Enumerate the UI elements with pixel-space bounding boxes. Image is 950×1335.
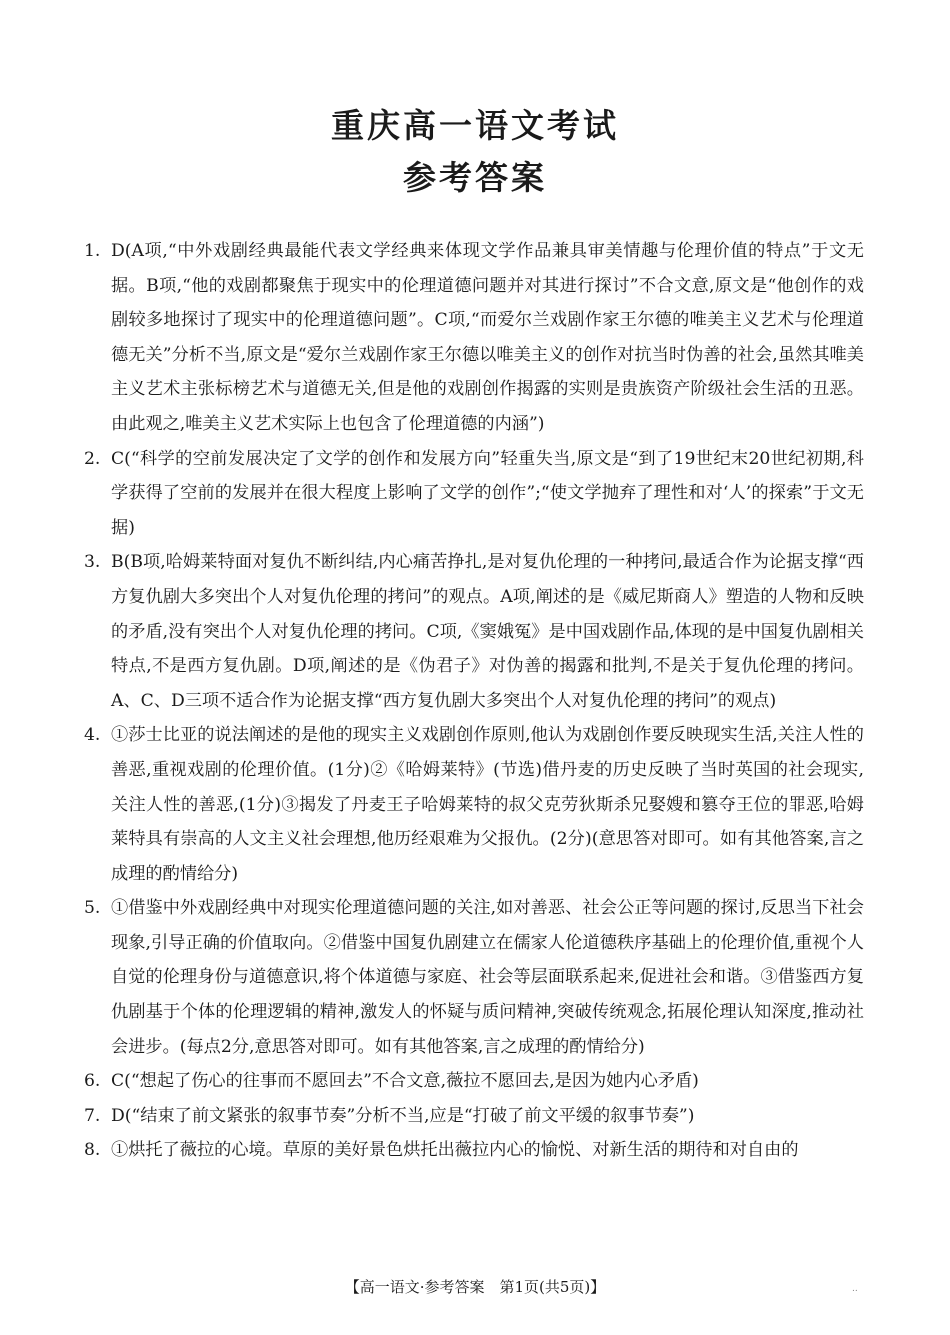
corner-mark: .. xyxy=(852,1284,858,1294)
answer-item-7 xyxy=(84,1099,864,1134)
answer-text: C(“想起了伤心的往事而不愿回去”不合文意,薇拉不愿回去,是因为她内心矛盾) xyxy=(111,1071,699,1092)
answer-number: 6. xyxy=(84,1071,101,1092)
answer-text: ①莎士比亚的说法阐述的是他的现实主义戏剧创作原则,他认为戏剧创作要反映现实生活,关注人性的善恶,重视戏剧的伦理价值。(1分)②《哈姆莱特》(节选)借丹麦的历史反映了当时英国的社会现实,关注人性的善恶,(1分)③揭发了丹麦王子哈姆莱特的叔父克劳狄斯杀兄娶嫂和篡夺王位的罪恶,哈姆莱特具有崇高的人文主义社会理想,他历经艰难为父报仇。(2分)(意思答对即可。如有其他答案,言之成理的酌情给分) xyxy=(111,725,864,884)
answer-item-8 xyxy=(84,1133,864,1168)
answer-number: 2. xyxy=(84,448,101,469)
page-title: 重庆高一语文考试 xyxy=(331,106,619,145)
answer-item-5 xyxy=(84,891,864,1064)
answer-number: 1. xyxy=(84,241,101,261)
answer-item-2 xyxy=(84,442,864,546)
answer-text: B(B项,哈姆莱特面对复仇不断纠结,内心痛苦挣扎,是对复仇伦理的一种拷问,最适合作为论据支撑“西方复仇剧大多突出个人对复仇伦理的拷问”的观点。A项,阐述的是《威尼斯商人》塑造的人物和反映的矛盾,没有突出个人对复仇伦理的拷问。C项,《窦娥冤》是中国戏剧作品,体现的是中国复仇剧相关特点,不是西方复仇剧。D项,阐述的是《伪君子》对伪善的揭露和批判,不是关于复仇伦理的拷问。A、C、D三项不适合作为论据支撑“西方复仇剧大多突出个人对复仇伦理的拷问”的观点) xyxy=(111,552,864,711)
page-subtitle: 参考答案 xyxy=(403,158,547,197)
answer-item-4 xyxy=(84,718,864,891)
answer-text: ①借鉴中外戏剧经典中对现实伦理道德问题的关注,如对善恶、社会公正等问题的探讨,反思当下社会现象,引导正确的价值取向。②借鉴中国复仇剧建立在儒家人伦道德秩序基础上的伦理价值,重视个人自觉的伦理身份与道德意识,将个体道德与家庭、社会等层面联系起来,促进社会和谐。③借鉴西方复仇剧基于个体的伦理逻辑的精神,激发人的怀疑与质问精神,突破传统观念,拓展伦理认知深度,推动社会进步。(每点2分,意思答对即可。如有其他答案,言之成理的酌情给分) xyxy=(111,898,864,1057)
answer-number: 3. xyxy=(84,552,101,573)
answer-number: 7. xyxy=(84,1105,101,1126)
answer-number: 4. xyxy=(84,725,101,746)
page-footer: 【高一语文·参考答案 第1页(共5页)】 xyxy=(344,1278,606,1296)
answer-item-6 xyxy=(84,1064,864,1099)
answer-number: 8. xyxy=(84,1140,101,1161)
answer-text: D(“结束了前文紧张的叙事节奏”分析不当,应是“打破了前文平缓的叙事节奏”) xyxy=(111,1105,695,1126)
answer-text: C(“科学的空前发展决定了文学的创作和发展方向”轻重失当,原文是“到了19世纪末20世纪初期,科学获得了空前的发展并在很大程度上影响了文学的创作”;“使文学抛弃了理性和对‘人’的探索”于文无据) xyxy=(111,448,864,538)
answer-list xyxy=(84,234,864,1168)
answer-item-3 xyxy=(84,545,864,718)
answer-text: ①烘托了薇拉的心境。草原的美好景色烘托出薇拉内心的愉悦、对新生活的期待和对自由的 xyxy=(111,1140,799,1161)
answer-number: 5. xyxy=(84,898,101,919)
answer-item-1 xyxy=(84,234,864,442)
answer-text: D(A项,“中外戏剧经典最能代表文学经典来体现文学作品兼具审美情趣与伦理价值的特点”于文无据。B项,“他的戏剧都聚焦于现实中的伦理道德问题并对其进行探讨”不合文意,原文是“他创作的戏剧较多地探讨了现实中的伦理道德问题”。C项,“而爱尔兰戏剧作家王尔德的唯美主义艺术与伦理道德无关”分析不当,原文是“爱尔兰戏剧作家王尔德以唯美主义的创作对抗当时伪善的社会,虽然其唯美主义艺术主张标榜艺术与道德无关,但是他的戏剧创作揭露的实则是贵族资产阶级社会生活的丑恶。由此观之,唯美主义艺术实际上也包含了伦理道德的内涵”) xyxy=(111,241,864,434)
